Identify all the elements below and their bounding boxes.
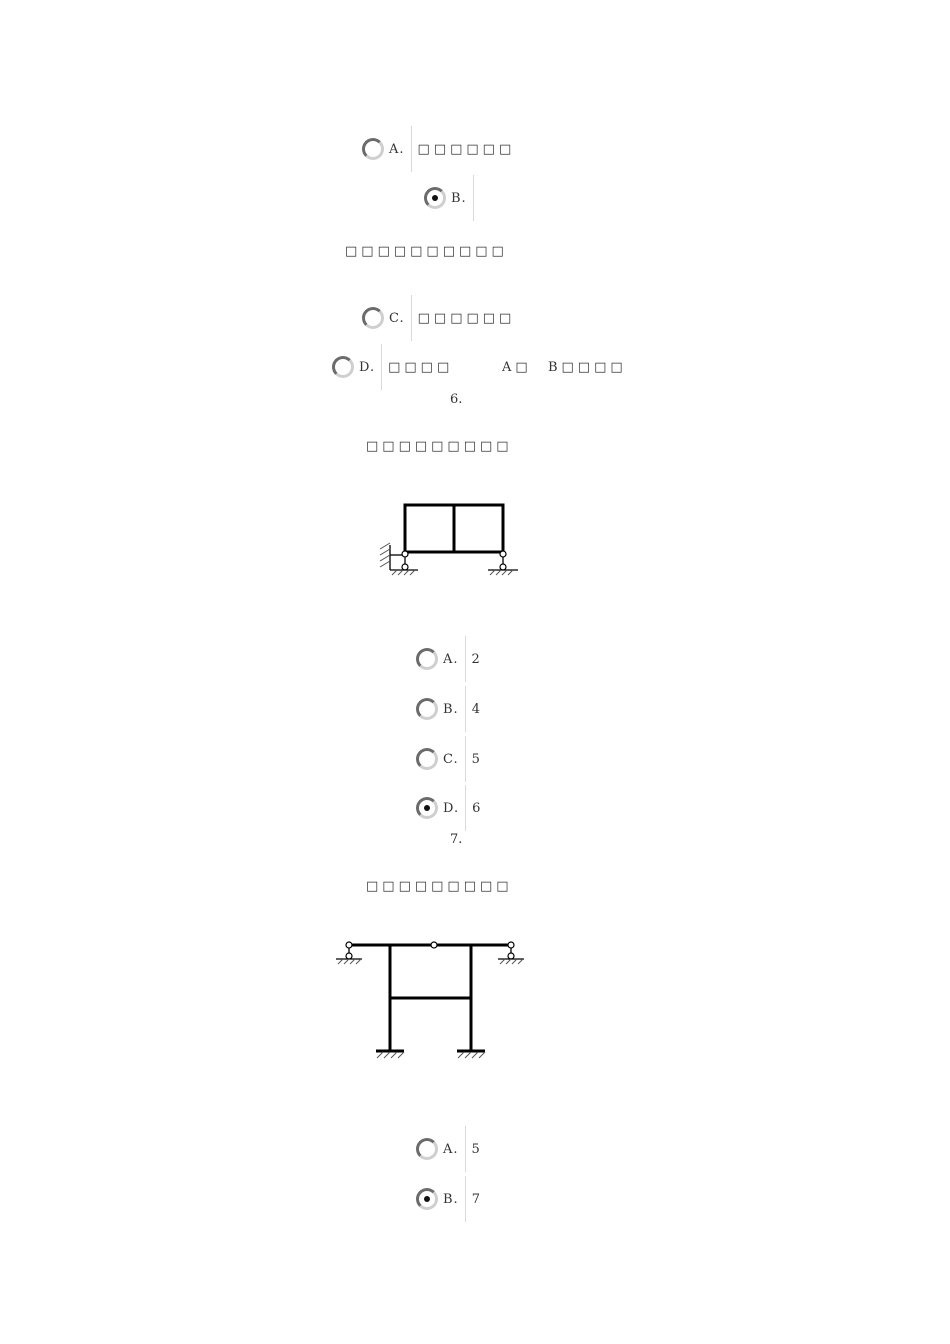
q6-option-a-radio[interactable] xyxy=(416,648,438,670)
q5-option-c-radio[interactable] xyxy=(362,307,384,329)
q7-option-b-text: 7 xyxy=(471,1191,484,1207)
option-separator xyxy=(465,636,466,682)
q6-option-c-radio[interactable] xyxy=(416,748,438,770)
q5-option-c-letter: C. xyxy=(389,310,405,326)
q7-left-end-hinge xyxy=(346,942,352,948)
q5-option-b-radio[interactable] xyxy=(424,187,446,209)
q6-number: 6. xyxy=(450,392,463,407)
q6-option-b-letter: B. xyxy=(443,701,459,717)
q7-number: 7. xyxy=(450,832,463,847)
q5-option-d-letter: D. xyxy=(359,359,376,375)
q7-middle-hinge xyxy=(431,942,437,948)
q6-option-a[interactable] xyxy=(416,644,484,674)
q6-left-wall-hatch xyxy=(380,543,390,567)
q6-option-d[interactable] xyxy=(416,793,484,823)
q5-option-a-letter: A. xyxy=(389,141,405,157)
option-separator xyxy=(411,295,412,341)
q5-option-b-letter: B. xyxy=(451,190,467,206)
q6-option-c[interactable] xyxy=(416,744,484,774)
q6-option-b[interactable] xyxy=(416,694,484,724)
q7-option-a-text: 5 xyxy=(471,1141,484,1157)
q5-option-c[interactable] xyxy=(362,303,515,333)
q6-frame-figure xyxy=(370,495,530,585)
option-separator xyxy=(465,1126,466,1172)
option-separator xyxy=(465,736,466,782)
option-separator xyxy=(473,175,474,221)
q5-option-c-text: □□□□□□ xyxy=(417,310,516,326)
option-separator xyxy=(465,1176,466,1222)
q7-option-a[interactable] xyxy=(416,1134,484,1164)
q6-option-a-text: 2 xyxy=(471,651,484,667)
q6-stem: □□□□□□□□□ xyxy=(366,439,513,454)
q5-option-a-text: □□□□□□ xyxy=(417,141,516,157)
option-separator xyxy=(465,785,466,831)
q6-left-hinge xyxy=(402,551,408,557)
q7-option-a-letter: A. xyxy=(443,1141,459,1157)
q5-option-b-text-continued: □□□□□□□□□□ xyxy=(345,244,508,259)
q5-option-a-radio[interactable] xyxy=(362,138,384,160)
q6-left-support-hinge xyxy=(402,564,408,570)
q6-option-c-text: 5 xyxy=(471,751,484,767)
q6-option-d-radio[interactable] xyxy=(416,797,438,819)
q7-option-b-letter: B. xyxy=(443,1191,459,1207)
q6-option-b-radio[interactable] xyxy=(416,698,438,720)
q6-option-b-text: 4 xyxy=(471,701,484,717)
option-separator xyxy=(411,126,412,172)
q6-right-support-hinge xyxy=(500,564,506,570)
q6-option-a-letter: A. xyxy=(443,651,459,667)
q6-option-d-text: 6 xyxy=(472,800,485,816)
q5-option-d-text: □□□□ A□ B□□□□ xyxy=(388,359,627,375)
q7-option-b[interactable] xyxy=(416,1184,484,1214)
q6-right-hinge xyxy=(500,551,506,557)
q7-right-end-hinge xyxy=(508,942,514,948)
q5-option-d[interactable] xyxy=(332,352,627,382)
q6-option-d-letter: D. xyxy=(443,800,460,816)
option-separator xyxy=(381,344,382,390)
option-separator xyxy=(465,686,466,732)
q7-option-b-radio[interactable] xyxy=(416,1188,438,1210)
q7-frame-figure xyxy=(330,935,530,1065)
q5-option-a[interactable] xyxy=(362,134,515,164)
q7-stem: □□□□□□□□□ xyxy=(366,879,513,894)
q5-option-b[interactable] xyxy=(424,183,480,213)
q5-option-d-radio[interactable] xyxy=(332,356,354,378)
q6-option-c-letter: C. xyxy=(443,751,459,767)
q7-option-a-radio[interactable] xyxy=(416,1138,438,1160)
